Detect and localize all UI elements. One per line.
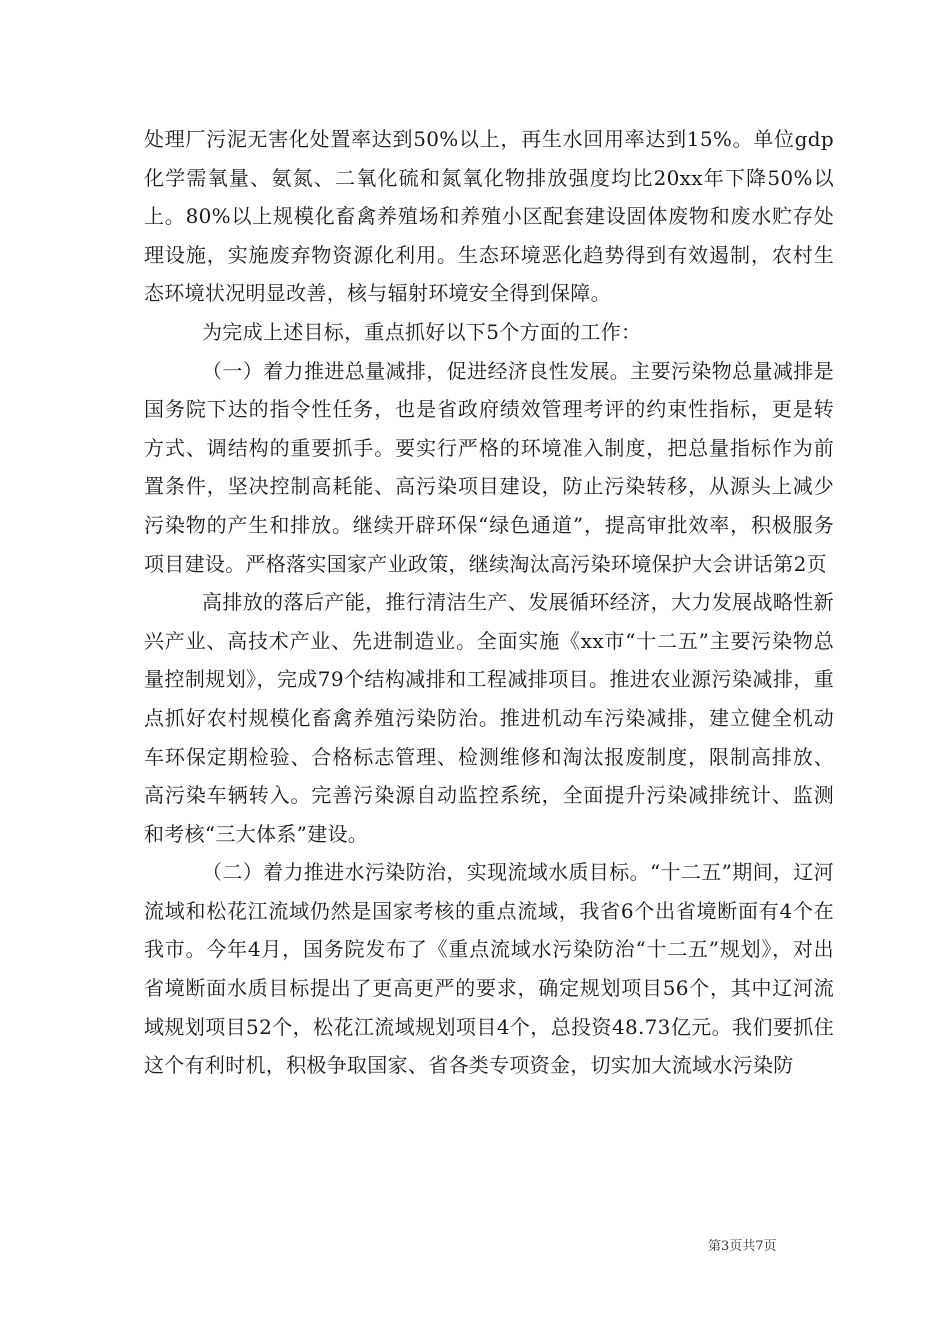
- page-number-footer: 第3页共7页: [708, 1239, 777, 1254]
- paragraph-2: 为完成上述目标，重点抓好以下5个方面的工作：: [202, 319, 642, 344]
- paragraph-3: （一）着力推进总量减排，促进经济良性发展。主要污染物总量减排是国务院下达的指令性任务，也是省政府绩效管理考评的约束性指标，更是转方式、调结构的重要抓手。要实行严格的环境准入制度，把总量指标作为前置条件，坚决控制高耗能、高污染项目建设，防止污染转移，从源头上减少污染物的产生和排放。继续开辟环保“绿色通道”，提高审批效率，积极服务项目建设。严格落实国家产业政策，继续淘汰高污染环境保护大会讲话第2页: [144, 358, 834, 576]
- document-body: [144, 120, 834, 1085]
- paragraph-4: 高排放的落后产能，推行清洁生产、发展循环经济，大力发展战略性新兴产业、高技术产业、先进制造业。全面实施《xx市“十二五”主要污染物总量控制规划》，完成79个结构减排和工程减排项目。推进农业源污染减排，重点抓好农村规模化畜禽养殖污染防治。推进机动车污染减排，建立健全机动车环保定期检验、合格标志管理、检测维修和淘汰报废制度，限制高排放、高污染车辆转入。完善污染源自动监控系统，全面提升污染减排统计、监测和考核“三大体系”建设。: [144, 590, 834, 846]
- paragraph-5: （二）着力推进水污染防治，实现流域水质目标。“十二五”期间，辽河流域和松花江流域仍然是国家考核的重点流域，我省6个出省境断面有4个在我市。今年4月，国务院发布了《重点流域水污染防治“十二五”规划》，对出省境断面水质目标提出了更高更严的要求，确定规划项目56个，其中辽河流域规划项目52个，松花江流域规划项目4个，总投资48.73亿元。我们要抓住这个有利时机，积极争取国家、省各类专项资金，切实加大流域水污染防: [144, 860, 834, 1078]
- paragraph-1: 处理厂污泥无害化处置率达到50%以上，再生水回用率达到15%。单位gdp化学需氧量、氨氮、二氧化硫和氮氧化物排放强度均比20xx年下降50%以上。80%以上规模化畜禽养殖场和养殖小区配套建设固体废物和废水贮存处理设施，实施废弃物资源化利用。生态环境恶化趋势得到有效遏制，农村生态环境状况明显改善，核与辐射环境安全得到保障。: [144, 127, 834, 306]
